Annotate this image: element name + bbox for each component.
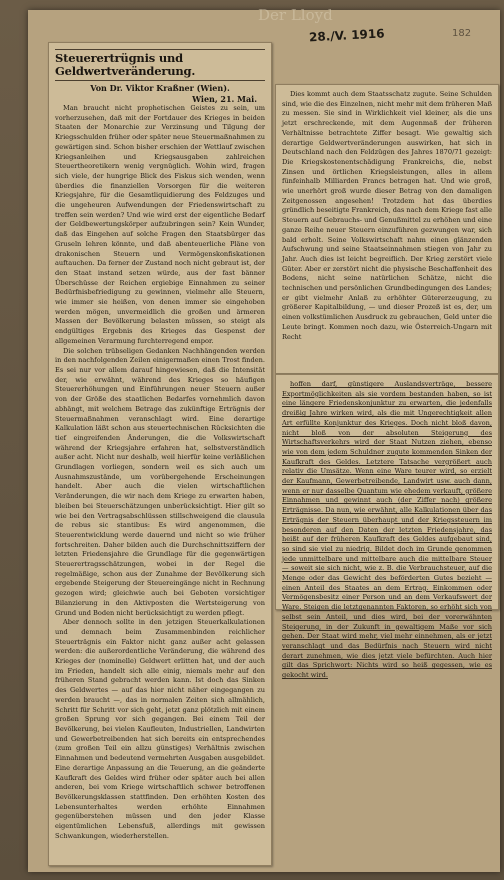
top-rule (55, 49, 265, 50)
article-dateline: Wien, 21. Mai. (192, 94, 257, 104)
paragraph: Die solchen trübseligen Gedanken Nachhängenden werden in den nachfolgenden Zeilen einigermaßen einen Trost finden. Es sei nur vor allem darauf hingewiesen, daß die Intensität der, wie erwähnt, während des Krieges so häufigen Steuererhöhungen und Einführungen neuer Steuern außer von der Größe des staatlichen Bedarfes vornehmlich davon abhängt, mit welchem Betrage das zukünftige Erträgnis der Steuermaßnahmen veranschlagt wird. Eine derartige Kalkulation läßt schon aus steuertechnischen Rücksichten die tief eingreifenden Änderungen, die die Volkswirtschaft während der Kriegsjahre erfahren hat, selbstverständlich außer acht. Nicht nur deshalb, weil hierfür keine verläßlichen Grundlagen vorliegen, sondern weil es sich auch um Ausnahmszustände, um vorübergehende Erscheinungen handelt. Aber auch die vielen wirtschaftlichen Veränderungen, die wir nach dem Kriege zu erwarten haben, bleiben bei Steuerschätzungen unberücksichtigt. Hier gilt so wie bei den Vertragsabschlüssen stillschweigend die clausula de rebus sic stantibus: Es wird angenommen, die Steuerentwicklung werde dauernd und nicht so wie früher fortschreiten. Daher bilden auch die Durchschnittsziffern der letzten Friedensjahre die Grundlage für die gegenwärtigen Steuerertragsschätzungen, wobei in der Regel die regelmäßige, schon aus der Zunahme der Bevölkerung sich ergebende Steigerung der Steuereingänge nicht in Rechnung gezogen wird; gleichwie auch bei Geboten vorsichtiger Bilanzierung in den Aktivposten die Wertsteigerung von Grund und Boden nicht berücksichtigt zu werden pflegt. (55, 346, 265, 617)
paragraph: Dies kommt auch dem Staatsschatz zugute. Seine Schulden sind, wie die des Einzelnen, nicht mehr mit dem früheren Maß zu messen. Sie sind in Wirklichkeit viel kleiner, als die uns jetzt erschreckende, mit dem Augenmaß der früheren Verhältnisse betrachtete Ziffer besagt. Wie gewaltig sich derartige Geldwertveränderungen auswirken, hat sich in Deutschland nach den Feldzügen des Jahres 1870/71 gezeigt: Die Kriegskostenentschädigung Frankreichs, die, nebst Zinsen und örtlichen Kriegsleistungen, alles in allem fünfeinhalb Milliarden Francs betragen hat. Und wie groß, wie unerhört groß wurde dieser Betrag von den damaligen Zeitgenossen angesehen! Trotzdem hat das überdies gründlich beseitigte Frankreich, das nach dem Kriege fast alle Steuern auf Gebrauchs- und Genußmittel zu erhöhen und eine ganze Reihe neuer Steuern einzuführen gezwungen war, sich bald erholt. Seine Volkswirtschaft nahm einen glänzenden Aufschwung und seine Staatseinnahmen stiegen von Jahr zu Jahr. Auch dies ist leicht begreiflich. Der Krieg zerstört viele Güter. Aber er zerstört nicht die physische Beschaffenheit des Bodens, nicht seine natürlichen Schätze, nicht die technischen und persönlichen Grundbedingungen des Landes; er gibt vielmehr Anlaß zu erhöhter Gütererzeugung, zu größerer Kapitalbildung, — und dieser Prozeß ist es, der, um einen volkstümlichen Ausdruck zu gebrauchen, Geld unter die Leute bringt. Kommen noch dazu, wie Österreich-Ungarn mit Recht (282, 90, 492, 341)
newspaper-masthead: Der Lloyd (258, 6, 333, 24)
paragraph: hoffen darf, günstigere Auslandsverträge, bessere Exportmöglichkeiten als sie vordem bestanden haben, so ist eine längere Friedenskonjunktur zu erwarten, die jedenfalls dreißig Jahre wirken wird, als die mit Ungerechtigkeit allen Art erfüllte Konjunktur des Krieges. Doch nicht bloß davon, nicht bloß von der absoluten Steigerung des Wirtschaftsverkehrs wird der Staat Nutzen ziehen, ebenso wie von dem jedem Schuldner zugute kommenden Sinken der Kaufkraft des Geldes. Letztere Tatsache vergrößert auch relativ die Umsätze. Wenn eine Ware teurer wird, so erzielt der Kaufmann, Gewerbetreibende, Landwirt usw. auch dann, wenn er nur dasselbe Quantum wie ehedem verkauft, größere Einnahmen und gewinnt auch (der Ziffer nach) größere Erträgnisse. Da nun, wie erwähnt, alle Kalkulationen über das Erträgnis der Steuern überhaupt und der Kriegssteuern im besonderen auf den Daten der letzten Friedensjahre, das heißt auf der früheren Kaufkraft des Geldes aufgebaut sind, so sind sie viel zu niedrig. Bildet doch im Grunde genommen jede unmittelbare und mittelbare auch die mittelbare Steuer — soweit sie sich nicht, wie z. B. die Verbrauchsteuer, auf die Menge oder das Gewicht des beförderten Gutes bezieht — einen Anteil des Staates an dem Ertrag. Einkommen oder Vermögensbesitz einer Person und an dem Verkaufswert der Ware. Steigen die letztgenannten Faktoren, so erhöht sich von selbst sein Anteil, und dies wird, bei der vorerwähnten Steigerung, in der Zukunft in gewaltigem Maße vor sich gehen. Der Staat wird mehr, viel mehr einnehmen, als er jetzt veranschlagt und das Bedürfnis nach Steuern wird nicht derart zunehmen, wie dies jetzt viele befürchten. Auch hier gilt das Sprichwort: Nichts wird so heiß gegessen, wie es gekocht wird. (282, 380, 492, 680)
article-byline: Von Dr. Viktor Kraßner (Wien). (90, 83, 230, 93)
clipping-column-left (48, 42, 272, 866)
article-headline: Steuerertrügnis und Geldwertveränderung. (55, 51, 196, 78)
handwritten-page-number: 182 (452, 28, 472, 39)
clipping-column-right-bottom (275, 374, 499, 680)
handwritten-date: 28./V. 1916 (308, 26, 385, 45)
article-body-right-bottom (282, 380, 492, 681)
paragraph: Man braucht nicht prophetischen Geistes zu sein, um vorherzusehen, daß mit der Fortdauer des Krieges in beiden Staaten der Monarchie zur Verzinsung und Tilgung der Kriegsschulden früher oder später neue Steuermaßnahmen zu gewärtigen sind. Schon bisher erschien der Wettlauf zwischen Kriegsanleihen und Kriegsausgaben zahlreichen Steuertheoretikern wenig vergnüglich. Wohin wird, fragen sich viele, der hungrige Blick des Fiskus sich wenden, wenn überdies die finanziellen Vorsorgen für die weiteren Kriegsjahre, für die Gesamtliquidierung des Feldzuges und die ungeheuren Aufwendungen der Friedenswirtschaft zu treffen sein werden? Und wie wird erst der eigentliche Bedarf der Geldbewertungskörper aufzubringen sein? Kein Wunder, daß das Eingehen auf solche Fragen den Staatsbürger das Gruseln lehren könnte, und daß abenteuerliche Pläne von drakonischen Steuern und Vermögenskonfiskationen auftauchen. Da ferner der Zustand noch nicht gebraut ist, der den Staat instand setzen würde, aus der fast bänner Überschüsse der Reichen ergiebige Einnahmen zu seiner Bedürfnisbefriedigung zu gewinnen, vielmehr alle Steuern, wie immer sie heißen, von denen immer sie eingehoben werden mögen, unvermeidlich die großen und ärmeren Massen der Bevölkerung belasten müssen, so steigt als endgültiges Ergebnis des Krieges das Gespenst der allgemeinen Verarmung furchterregend empor. (55, 104, 265, 345)
clipping-column-right-top (275, 84, 499, 374)
article-body-right-top (282, 90, 492, 342)
article-body-left (55, 104, 265, 841)
headline-rule (55, 80, 265, 81)
paragraph: Aber dennoch sollte in den jetzigen Steuerkalkulationen und demnach beim Zusammenbinden reichlicher Steuerträgnis ein Faktor nicht ganz außer acht gelassen werden: die außerordentliche Veränderung, die während des Krieges der (nominelle) Geldwert erlitten hat, und der auch im Frieden, handelt sich alle einig, niemals mehr auf den früheren Stand gebracht werden kann. Ist doch das Sinken des Geldwertes — auf das hier nicht näher eingegangen zu werden braucht —, das in normalen Zeiten sich allmählich, Schritt für Schritt vor sich geht, jetzt ganz plötzlich mit einem großen Sprung vor sich gegangen. Bei einem Teil der Bevölkerung, bei vielen Kaufleuten, Industriellen, Landwirten und Gewerbetreibenden hat sich bereits ein entsprechendes (zum großen Teil ein allzu günstiges) Verhältnis zwischen Einnahmen und bedeutend vermehrten Ausgaben ausgebildet. Eine derartige Anpassung an die Teuerung, an die geänderte Kaufkraft des Geldes wird früher oder später auch bei allen anderen, bei vom Kriege wirtschaftlich schwer betroffenen Bevölkerungsklassen stattfinden. Den erhöhten Kosten des Lebensunterhaltes werden erhöhte Einnahmen gegenüberstehen müssen und den jeder Klasse eigentümlichen Lebensfuß, allerdings mit gewissen Schwankungen, wiederherstellen. (55, 618, 265, 840)
